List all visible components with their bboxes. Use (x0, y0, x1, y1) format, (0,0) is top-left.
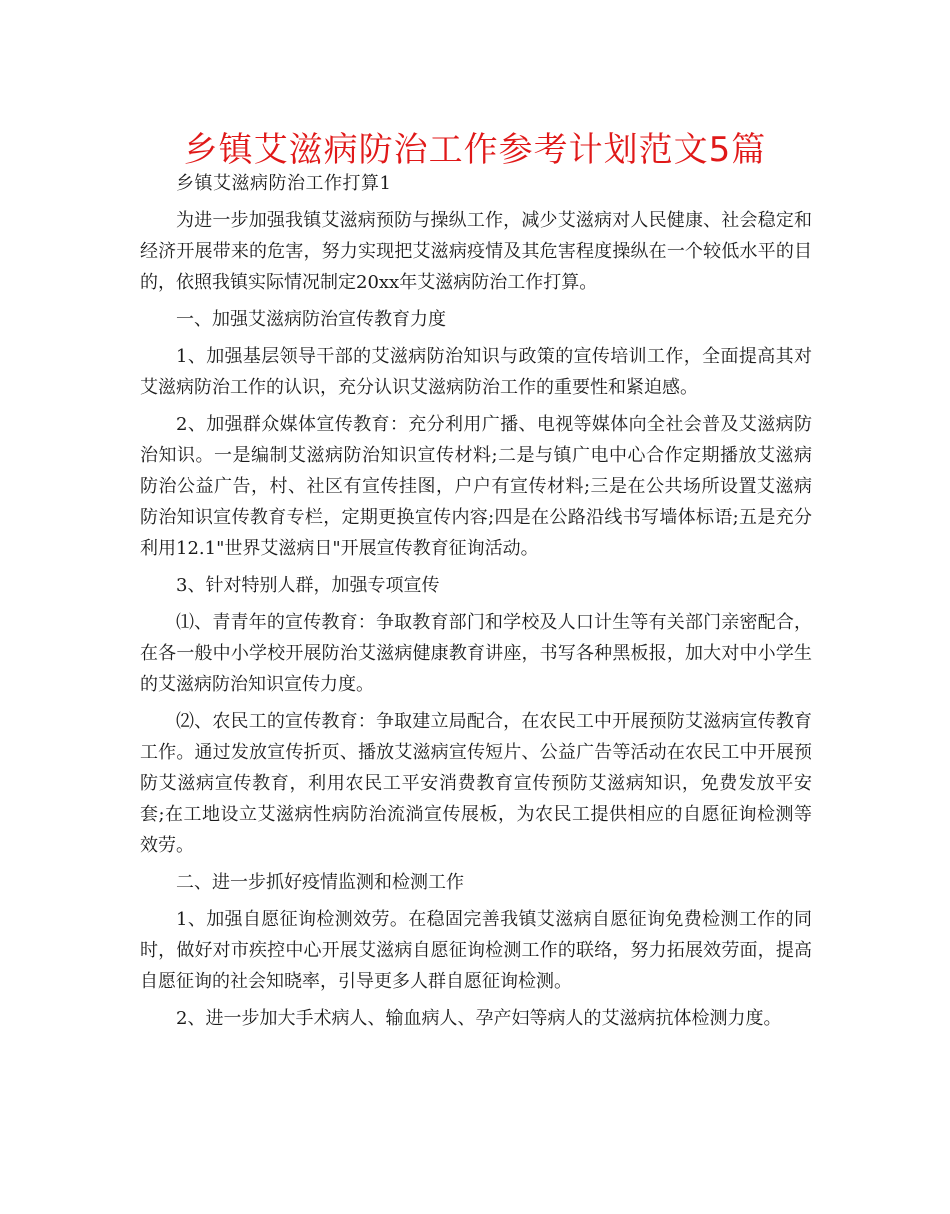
section-subtitle: 乡镇艾滋病防治工作打算1 (176, 173, 392, 194)
document-title: 乡镇艾滋病防治工作参考计划范文5篇 (183, 130, 767, 170)
heading-publicity: 一、加强艾滋病防治宣传教育力度 (176, 309, 446, 330)
paragraph-antibody-testing: 2、进一步加大手术病人、输血病人、孕产妇等病人的艾滋病抗体检测力度。 (176, 1008, 782, 1029)
heading-special-groups: 3、针对特别人群，加强专项宣传 (176, 575, 440, 596)
document-body (140, 168, 812, 1040)
paragraph-leader-training: 1、加强基层领导干部的艾滋病防治知识与政策的宣传培训工作，全面提高其对艾滋病防治工作的认识，充分认识艾滋病防治工作的重要性和紧迫感。 (140, 346, 812, 398)
paragraph-voluntary-testing: 1、加强自愿征询检测效劳。在稳固完善我镇艾滋病自愿征询免费检测工作的同时，做好对市疾控中心开展艾滋病自愿征询检测工作的联络，努力拓展效劳面，提高自愿征询的社会知晓率，引导更多人群自愿征询检测。 (140, 909, 812, 992)
paragraph-youth-education: ⑴、青青年的宣传教育：争取教育部门和学校及人口计生等有关部门亲密配合，在各一般中小学校开展防治艾滋病健康教育讲座，书写各种黑板报，加大对中小学生的艾滋病防治知识宣传力度。 (140, 612, 812, 695)
paragraph-migrant-workers: ⑵、农民工的宣传教育：争取建立局配合，在农民工中开展预防艾滋病宣传教育工作。通过发放宣传折页、播放艾滋病宣传短片、公益广告等活动在农民工中开展预防艾滋病宣传教育，利用农民工平安消费教育宣传预防艾滋病知识，免费发放平安套;在工地设立艾滋病性病防治流淌宣传展板，为农民工提供相应的自愿征询检测等效劳。 (140, 711, 812, 856)
paragraph-intro: 为进一步加强我镇艾滋病预防与操纵工作，减少艾滋病对人民健康、社会稳定和经济开展带来的危害，努力实现把艾滋病疫情及其危害程度操纵在一个较低水平的目的，依照我镇实际情况制定20xx年艾滋病防治工作打算。 (140, 210, 812, 293)
heading-monitoring: 二、进一步抓好疫情监测和检测工作 (176, 872, 464, 893)
paragraph-media-publicity: 2、加强群众媒体宣传教育：充分利用广播、电视等媒体向全社会普及艾滋病防治知识。一是编制艾滋病防治知识宣传材料;二是与镇广电中心合作定期播放艾滋病防治公益广告，村、社区有宣传挂图，户户有宣传材料;三是在公共场所设置艾滋病防治知识宣传教育专栏，定期更换宣传内容;四是在公路沿线书写墙体标语;五是充分利用12.1"世界艾滋病日"开展宣传教育征询活动。 (140, 414, 812, 559)
